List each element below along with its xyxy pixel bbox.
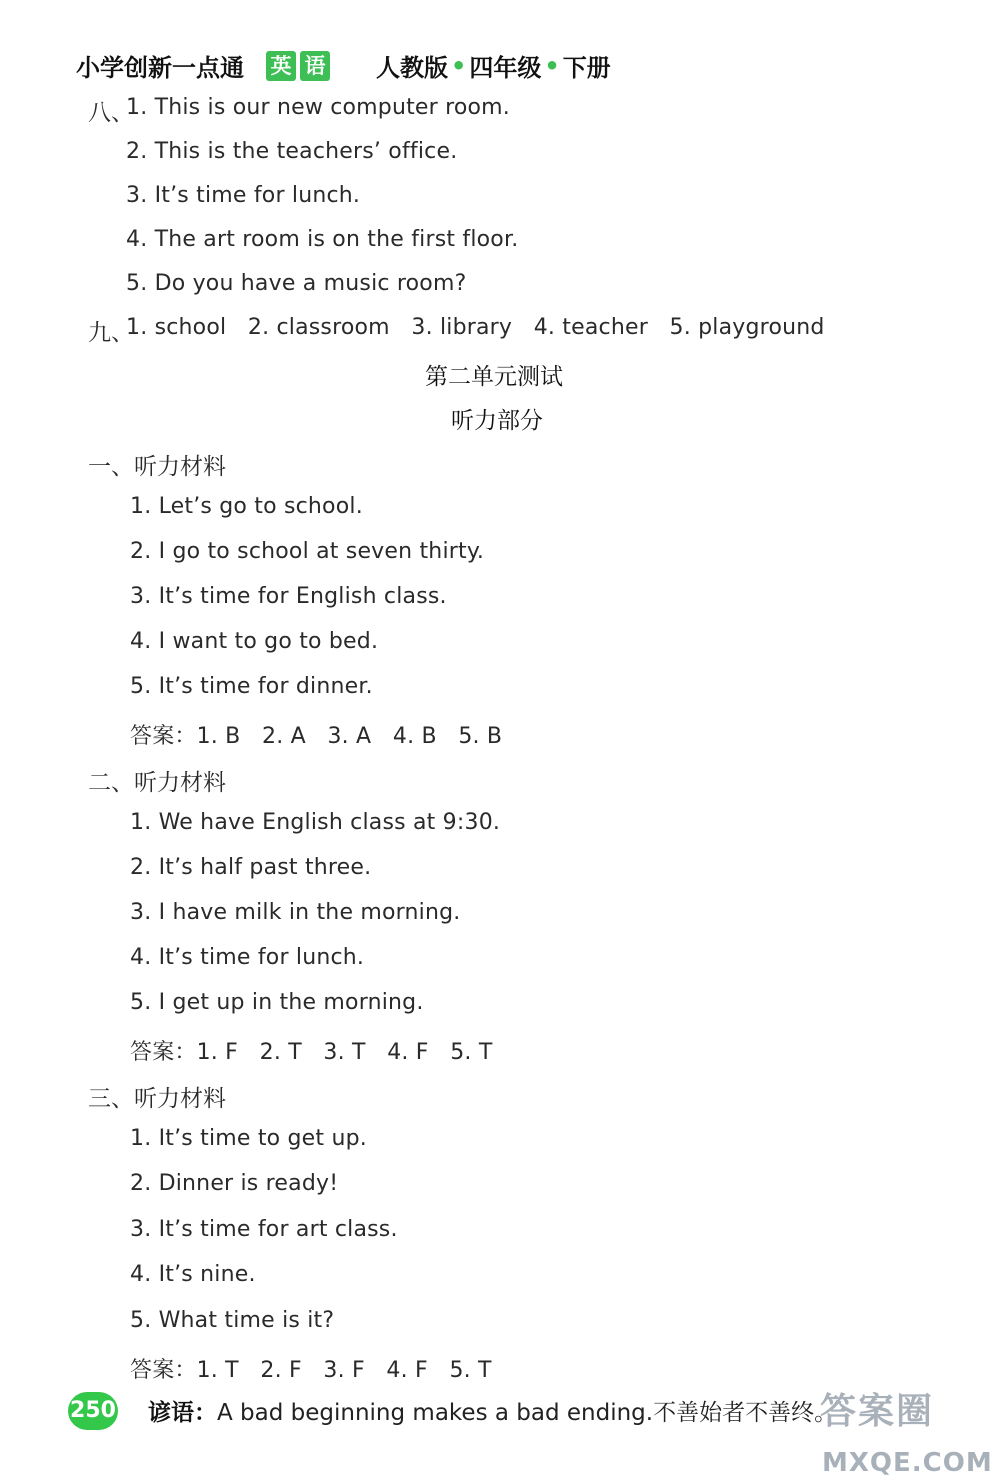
separator-dot: • — [544, 51, 560, 80]
section-8-item: 4. The art room is on the first floor. — [126, 227, 519, 252]
proverb-english: A bad beginning makes a bad ending. — [217, 1400, 654, 1426]
watermark-url: MXQE.COM — [822, 1448, 993, 1478]
section-8-item: 1. This is our new computer room. — [126, 95, 511, 120]
page-number: 250 — [68, 1392, 118, 1430]
section-8-label: 八、 — [88, 100, 134, 126]
listening-item: 5. I get up in the morning. — [130, 990, 424, 1015]
book-header — [76, 48, 611, 83]
answer-line: 答案：1. F 2. T 3. T 4. F 5. T — [130, 1040, 493, 1065]
answer-line: 答案：1. B 2. A 3. A 4. B 5. B — [130, 724, 503, 749]
section-9-label: 九、 — [88, 320, 134, 346]
subject-badge — [266, 51, 330, 81]
edition-label: 人教版 — [376, 54, 448, 82]
answer-line: 答案：1. T 2. F 3. F 4. F 5. T — [130, 1358, 492, 1383]
section-9-answers: 1. school 2. classroom 3. library 4. teacher 5. playground — [126, 315, 825, 340]
listening-item: 3. It’s time for art class. — [130, 1217, 398, 1242]
listening-heading: 一、听力材料 — [88, 454, 226, 480]
listening-item: 1. It’s time to get up. — [130, 1126, 367, 1151]
grade-label: 四年级 — [469, 54, 542, 82]
proverb — [148, 1394, 837, 1427]
section-8-item: 5. Do you have a music room? — [126, 271, 467, 296]
listening-heading: 三、听力材料 — [88, 1086, 226, 1112]
unit-title: 第二单元测试 — [425, 364, 563, 390]
subject-char-2: 语 — [300, 51, 330, 81]
listening-item: 5. It’s time for dinner. — [130, 674, 373, 699]
listening-item: 3. I have milk in the morning. — [130, 900, 461, 925]
section-8-item: 3. It’s time for lunch. — [126, 183, 361, 208]
listening-item: 2. It’s half past three. — [130, 855, 372, 880]
subject-char-1: 英 — [266, 51, 296, 81]
proverb-label: 谚语： — [148, 1400, 217, 1426]
listening-item: 2. Dinner is ready! — [130, 1171, 339, 1196]
watermark-logo: 答案圈 — [820, 1391, 935, 1432]
listening-item: 3. It’s time for English class. — [130, 584, 447, 609]
listening-item: 5. What time is it? — [130, 1308, 335, 1333]
listening-item: 1. We have English class at 9:30. — [130, 810, 501, 835]
listening-item: 1. Let’s go to school. — [130, 494, 363, 519]
listening-item: 4. It’s nine. — [130, 1262, 256, 1287]
listening-heading: 二、听力材料 — [88, 770, 226, 796]
volume-label: 下册 — [562, 54, 611, 82]
section-8-item: 2. This is the teachers’ office. — [126, 139, 458, 164]
listening-item: 4. It’s time for lunch. — [130, 945, 365, 970]
part-title: 听力部分 — [451, 408, 543, 434]
proverb-chinese: 不善始者不善终。 — [653, 1400, 838, 1426]
series-title: 小学创新一点通 — [76, 54, 244, 82]
listening-item: 2. I go to school at seven thirty. — [130, 539, 485, 564]
separator-dot: • — [451, 51, 467, 80]
listening-item: 4. I want to go to bed. — [130, 629, 379, 654]
